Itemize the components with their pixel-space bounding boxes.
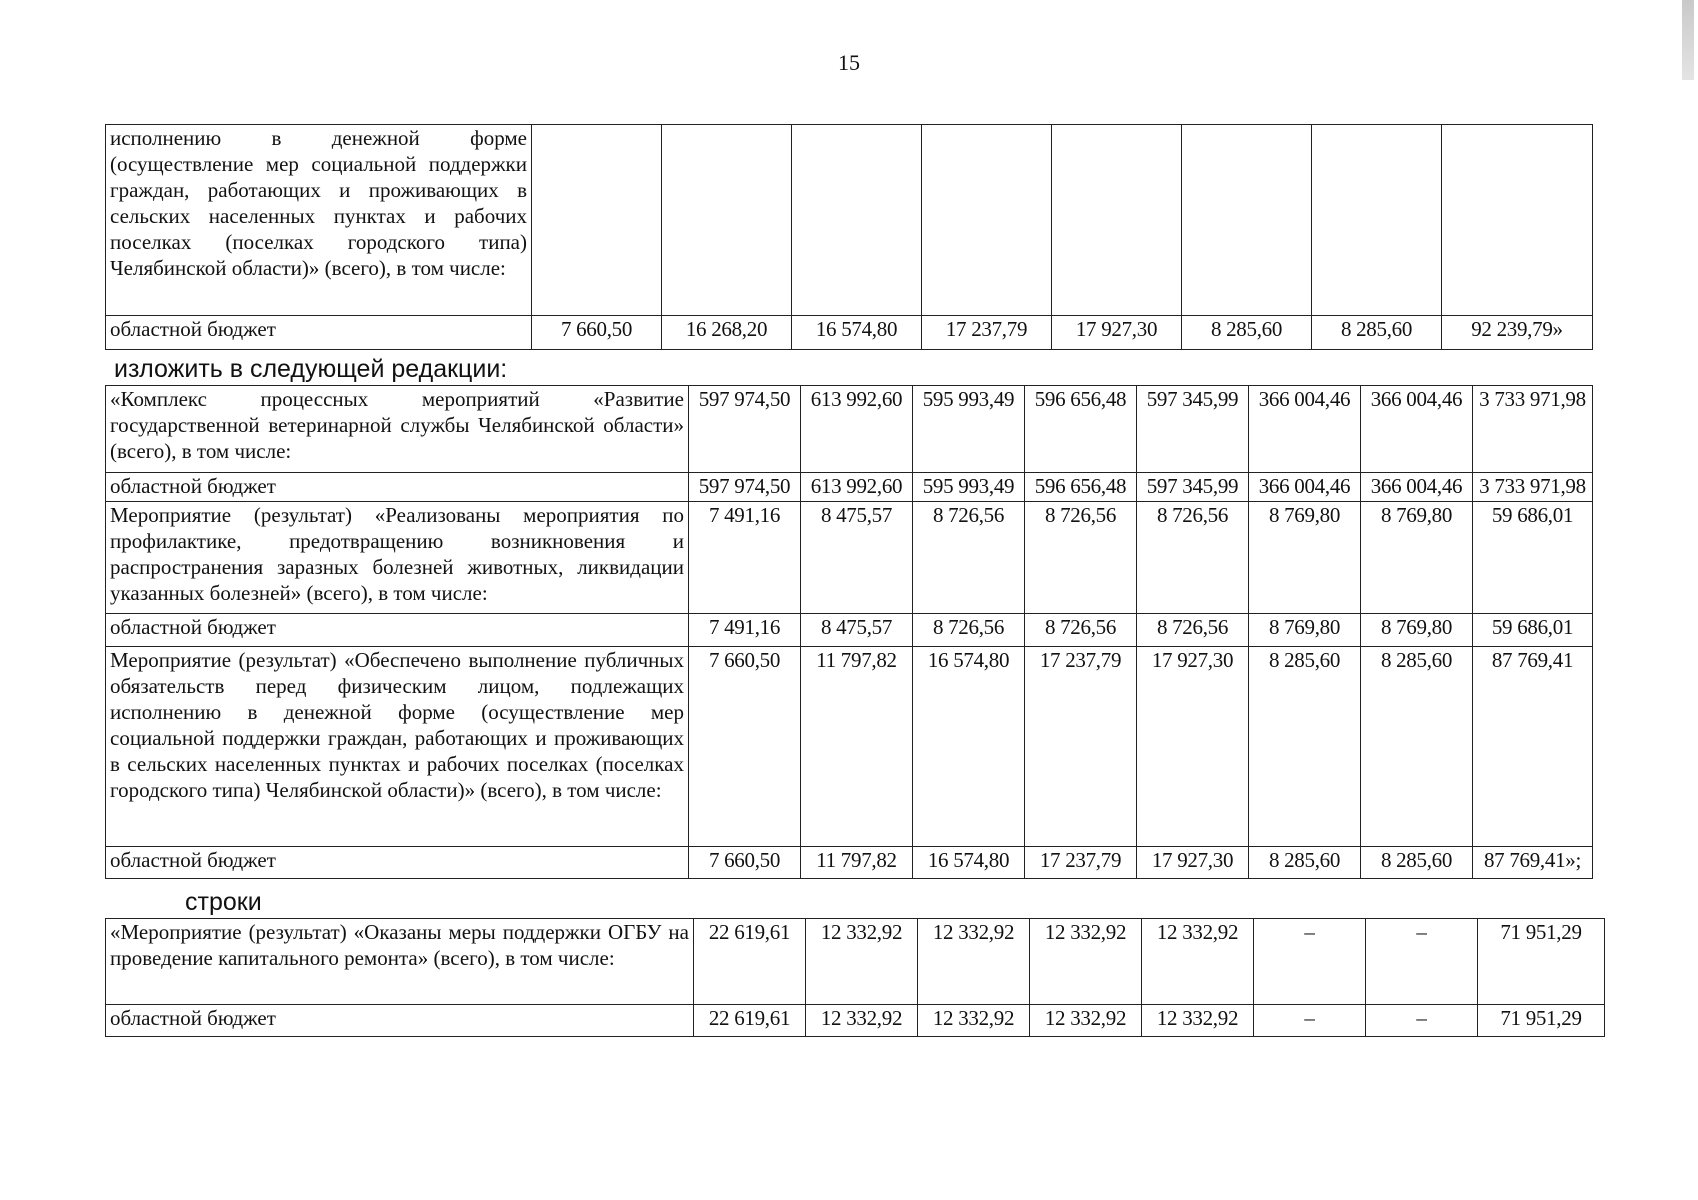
cell-value: 16 574,80: [913, 647, 1025, 847]
cell-value: [1052, 125, 1182, 316]
cell-value: [1442, 125, 1593, 316]
cell-value: 8 769,80: [1361, 614, 1473, 647]
row-label: областной бюджет: [106, 614, 689, 647]
cell-value: 366 004,46: [1361, 473, 1473, 502]
cell-value: 597 345,99: [1137, 386, 1249, 473]
cell-value: –: [1254, 919, 1366, 1005]
cell-value: 11 797,82: [801, 847, 913, 879]
cell-value: 17 927,30: [1137, 847, 1249, 879]
cell-value: 22 619,61: [694, 1005, 806, 1037]
table-row: [106, 125, 1593, 316]
cell-value: [532, 125, 662, 316]
cell-value: 597 974,50: [689, 473, 801, 502]
cell-value: 16 268,20: [662, 316, 792, 350]
row-label: областной бюджет: [106, 847, 689, 879]
cell-value: 12 332,92: [806, 919, 918, 1005]
cell-value: [922, 125, 1052, 316]
cell-value: 12 332,92: [1030, 919, 1142, 1005]
cell-value: 12 332,92: [1030, 1005, 1142, 1037]
cell-value: 17 927,30: [1052, 316, 1182, 350]
cell-value: 12 332,92: [1142, 919, 1254, 1005]
cell-value: 8 726,56: [1025, 502, 1137, 614]
cell-value: 613 992,60: [801, 386, 913, 473]
scan-edge-mark: [1682, 0, 1694, 80]
cell-value: 8 769,80: [1249, 502, 1361, 614]
cell-value: 7 491,16: [689, 614, 801, 647]
cell-value: 7 660,50: [532, 316, 662, 350]
table-row: [106, 919, 1605, 1005]
cell-value: 17 927,30: [1137, 647, 1249, 847]
cell-value: 59 686,01: [1473, 614, 1593, 647]
row-label: «Мероприятие (результат) «Оказаны меры поддержки ОГБУ на проведение капитального ремонта» (всего), в том числе:: [106, 919, 694, 1005]
row-label: Мероприятие (результат) «Реализованы мероприятия по профилактике, предотвращению возникновения и распространения заразных болезней животных, ликвидации указанных болезней» (всего), в том числе:: [106, 502, 689, 614]
cell-value: 595 993,49: [913, 386, 1025, 473]
table-row: [106, 647, 1593, 847]
cell-value: 8 726,56: [913, 502, 1025, 614]
table-row: [106, 1005, 1605, 1037]
budget-table-rows: [105, 918, 1605, 1037]
cell-value: 92 239,79»: [1442, 316, 1593, 350]
cell-value: 8 285,60: [1182, 316, 1312, 350]
cell-value: 3 733 971,98: [1473, 473, 1593, 502]
cell-value: 7 660,50: [689, 647, 801, 847]
table-row: [106, 316, 1593, 350]
cell-value: [792, 125, 922, 316]
cell-value: 8 285,60: [1361, 847, 1473, 879]
cell-value: 12 332,92: [918, 1005, 1030, 1037]
cell-value: 8 726,56: [1137, 502, 1249, 614]
budget-table-new-edition: [105, 385, 1593, 879]
cell-value: 12 332,92: [918, 919, 1030, 1005]
table-row: [106, 614, 1593, 647]
cell-value: –: [1254, 1005, 1366, 1037]
cell-value: [662, 125, 792, 316]
cell-value: 7 660,50: [689, 847, 801, 879]
table-row: [106, 847, 1593, 879]
row-label: исполнению в денежной форме (осуществление мер социальной поддержки граждан, работающих и проживающих в сельских населенных пунктах и рабочих поселках (поселках городского типа) Челябинской области)» (всего), в том числе:: [106, 125, 532, 316]
cell-value: 366 004,46: [1361, 386, 1473, 473]
cell-value: 87 769,41»;: [1473, 847, 1593, 879]
cell-value: 12 332,92: [806, 1005, 918, 1037]
budget-table-previous: [105, 124, 1593, 350]
cell-value: 8 475,57: [801, 614, 913, 647]
cell-value: 71 951,29: [1478, 1005, 1605, 1037]
cell-value: 8 285,60: [1249, 647, 1361, 847]
cell-value: [1312, 125, 1442, 316]
cell-value: 596 656,48: [1025, 386, 1137, 473]
section-heading: строки: [185, 888, 262, 916]
cell-value: 8 769,80: [1361, 502, 1473, 614]
cell-value: 8 285,60: [1249, 847, 1361, 879]
cell-value: 59 686,01: [1473, 502, 1593, 614]
cell-value: 12 332,92: [1142, 1005, 1254, 1037]
cell-value: 613 992,60: [801, 473, 913, 502]
row-label: Мероприятие (результат) «Обеспечено выполнение публичных обязательств перед физическим лицом, подлежащих исполнению в денежной форме (осуществление мер социальной поддержки граждан, работающих и проживающих в сельских населенных пунктах и рабочих поселках (поселках городского типа) Челябинской области)» (всего), в том числе:: [106, 647, 689, 847]
cell-value: 17 237,79: [922, 316, 1052, 350]
cell-value: 8 726,56: [1137, 614, 1249, 647]
cell-value: 597 345,99: [1137, 473, 1249, 502]
cell-value: 22 619,61: [694, 919, 806, 1005]
cell-value: 8 726,56: [913, 614, 1025, 647]
cell-value: 595 993,49: [913, 473, 1025, 502]
section-heading: изложить в следующей редакции:: [114, 355, 508, 383]
cell-value: –: [1366, 1005, 1478, 1037]
cell-value: 8 726,56: [1025, 614, 1137, 647]
cell-value: 596 656,48: [1025, 473, 1137, 502]
cell-value: 17 237,79: [1025, 647, 1137, 847]
table-row: [106, 473, 1593, 502]
cell-value: 597 974,50: [689, 386, 801, 473]
row-label: областной бюджет: [106, 1005, 694, 1037]
cell-value: 71 951,29: [1478, 919, 1605, 1005]
cell-value: 8 285,60: [1312, 316, 1442, 350]
cell-value: 8 475,57: [801, 502, 913, 614]
table-row: [106, 502, 1593, 614]
cell-value: 16 574,80: [792, 316, 922, 350]
cell-value: 16 574,80: [913, 847, 1025, 879]
page-number: 15: [838, 50, 860, 75]
cell-value: –: [1366, 919, 1478, 1005]
table-row: [106, 386, 1593, 473]
cell-value: 366 004,46: [1249, 473, 1361, 502]
row-label: «Комплекс процессных мероприятий «Развитие государственной ветеринарной службы Челябинской области» (всего), в том числе:: [106, 386, 689, 473]
cell-value: 87 769,41: [1473, 647, 1593, 847]
cell-value: [1182, 125, 1312, 316]
cell-value: 17 237,79: [1025, 847, 1137, 879]
cell-value: 3 733 971,98: [1473, 386, 1593, 473]
cell-value: 7 491,16: [689, 502, 801, 614]
row-label: областной бюджет: [106, 473, 689, 502]
cell-value: 366 004,46: [1249, 386, 1361, 473]
cell-value: 11 797,82: [801, 647, 913, 847]
cell-value: 8 769,80: [1249, 614, 1361, 647]
cell-value: 8 285,60: [1361, 647, 1473, 847]
row-label: областной бюджет: [106, 316, 532, 350]
